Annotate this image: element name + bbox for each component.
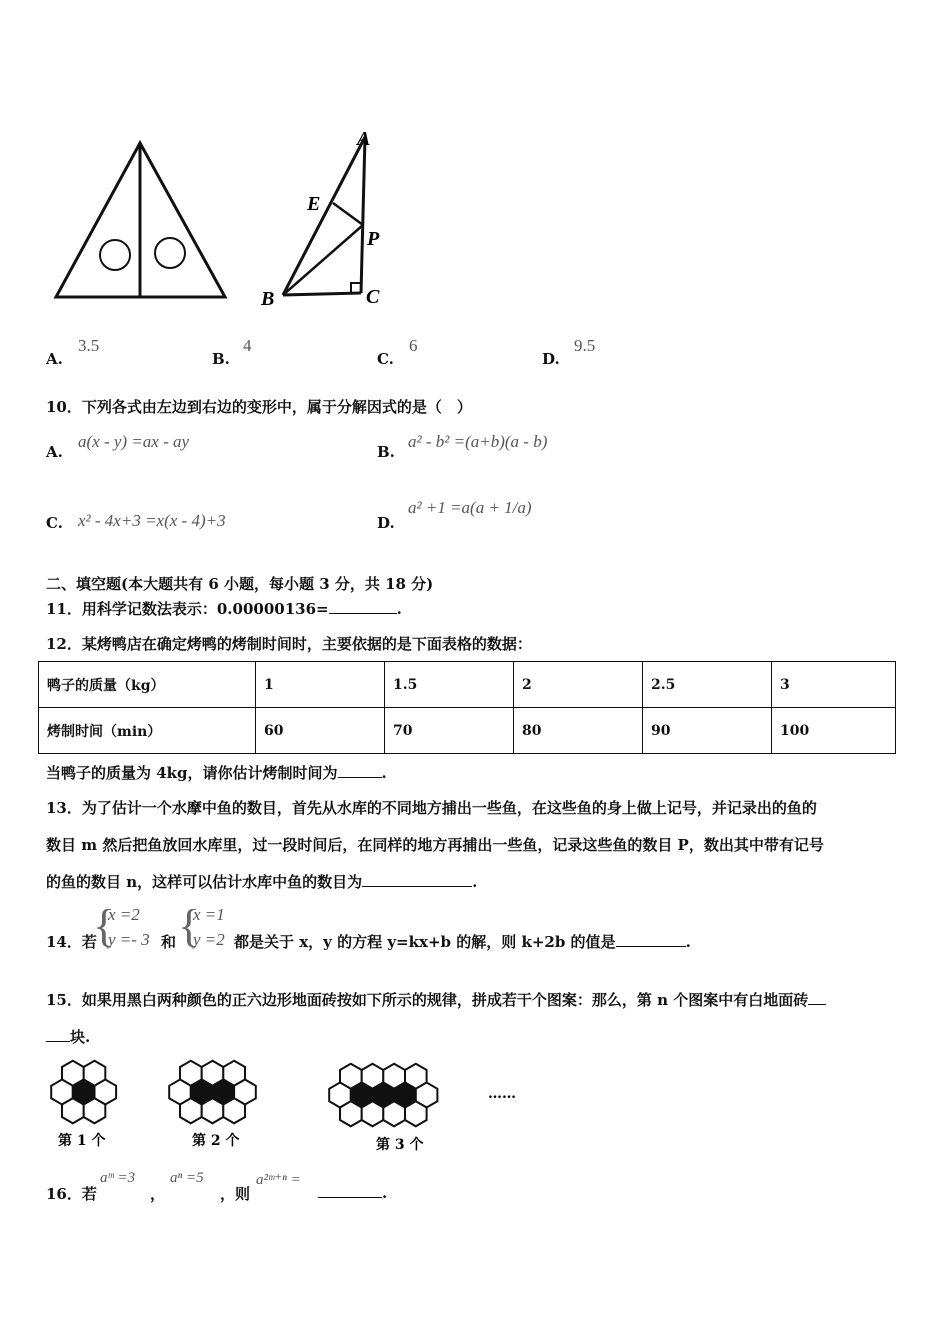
label-a: A bbox=[357, 128, 371, 150]
q15-line2-end: 块. bbox=[70, 1028, 91, 1046]
q16-expr3: a²ᵐ⁺ⁿ = bbox=[256, 1172, 301, 1188]
q15-answer-blank-a[interactable] bbox=[808, 990, 826, 1005]
q14-brace-1: { bbox=[93, 900, 116, 951]
q12-data-table bbox=[38, 661, 896, 754]
q16-answer-wrap bbox=[318, 1183, 387, 1202]
q13-line2: 数目 m 然后把鱼放回水库里，过一段时间后，在同样的地方再捕出一些鱼，记录这些鱼的数目 P，数出其中带有记号 bbox=[46, 836, 824, 854]
table-row bbox=[39, 708, 896, 754]
q10-option-a-letter: A. bbox=[46, 443, 63, 461]
q10-option-b-expr: a² - b² =(a+b)(a - b) bbox=[408, 432, 548, 451]
q10-option-c-letter: C. bbox=[46, 514, 63, 532]
label-b: B bbox=[261, 288, 275, 310]
q15-line1-wrap bbox=[46, 989, 826, 1010]
q14-sys1-eq2: y =- 3 bbox=[108, 930, 150, 949]
q15-line2-wrap bbox=[46, 1026, 90, 1047]
q10-option-a-expr: a(x - y) =ax - ay bbox=[78, 432, 190, 451]
q10-option-c-expr: x² - 4x+3 =x(x - 4)+3 bbox=[78, 511, 226, 530]
q9-figure-triangle bbox=[50, 135, 235, 305]
q12-end: . bbox=[381, 764, 387, 782]
q10-option-d-expr: a² +1 =a(a + 1/a) bbox=[408, 498, 532, 517]
q9-option-d-value: 9.5 bbox=[574, 336, 596, 355]
q9-figure-right-triangle bbox=[255, 125, 395, 315]
q16-expr2: aⁿ =5 bbox=[170, 1170, 204, 1186]
q14-text: 都是关于 x，y 的方程 y=kx+b 的解，则 k+2b 的值是 bbox=[234, 933, 616, 951]
q12-after-text: 当鸭子的质量为 4kg，请你估计烤制时间为 bbox=[46, 764, 338, 782]
table-cell: 2 bbox=[514, 662, 643, 708]
label-e: E bbox=[307, 193, 321, 215]
q9-option-d-letter: D. bbox=[542, 350, 560, 368]
white-hexagon-tile bbox=[84, 1098, 106, 1123]
q15-line1: 15．如果用黑白两种颜色的正六边形地面砖按如下所示的规律，拼成若干个图案：那么，第 n 个图案中有白地面砖 bbox=[46, 991, 809, 1009]
table-cell: 1 bbox=[256, 662, 385, 708]
q14-answer-blank[interactable] bbox=[616, 932, 686, 947]
q13-answer-blank[interactable] bbox=[362, 872, 472, 887]
q16-end: . bbox=[382, 1184, 388, 1202]
q14-sys2-eq2: y =2 bbox=[193, 930, 225, 949]
hexagon-pattern-figure bbox=[40, 1050, 540, 1165]
white-hexagon-tile bbox=[62, 1098, 84, 1123]
q11-text: 11．用科学记数法表示：0.00000136= bbox=[46, 600, 329, 618]
table-cell: 烤制时间（min） bbox=[39, 708, 256, 754]
table-cell: 90 bbox=[643, 708, 772, 754]
q9-option-c-value: 6 bbox=[409, 336, 418, 355]
white-hexagon-tile bbox=[405, 1101, 427, 1126]
table-cell: 3 bbox=[772, 662, 896, 708]
table-cell: 1.5 bbox=[385, 662, 514, 708]
table-cell: 70 bbox=[385, 708, 514, 754]
pattern-caption-2: 第 2 个 bbox=[192, 1133, 240, 1149]
white-hexagon-tile bbox=[340, 1101, 362, 1126]
q9-option-c-letter: C. bbox=[377, 350, 394, 368]
white-hexagon-tile bbox=[202, 1098, 224, 1123]
q12-stem: 12．某烤鸭店在确定烤鸭的烤制时间时，主要依据的是下面表格的数据： bbox=[46, 635, 532, 653]
q13-line1: 13．为了估计一个水摩中鱼的数目，首先从水库的不同地方捕出一些鱼，在这些鱼的身上做上记号，并记录出的鱼的 bbox=[46, 799, 817, 817]
table-cell: 2.5 bbox=[643, 662, 772, 708]
q12-answer-blank[interactable] bbox=[338, 763, 382, 778]
table-cell: 100 bbox=[772, 708, 896, 754]
label-c: C bbox=[366, 286, 380, 308]
q15-answer-blank-b[interactable] bbox=[46, 1027, 70, 1042]
white-hexagon-tile bbox=[362, 1101, 384, 1126]
pattern-ellipsis: …… bbox=[488, 1086, 516, 1102]
pattern-caption-1: 第 1 个 bbox=[58, 1133, 106, 1149]
label-p: P bbox=[367, 228, 380, 250]
table-cell: 80 bbox=[514, 708, 643, 754]
q16-answer-blank[interactable] bbox=[318, 1183, 382, 1198]
q9-option-b-value: 4 bbox=[243, 336, 252, 355]
q9-option-a-value: 3.5 bbox=[78, 336, 100, 355]
q16-mid: ，则 bbox=[220, 1185, 251, 1203]
q16-sep: ， bbox=[150, 1185, 166, 1203]
white-hexagon-tile bbox=[180, 1098, 202, 1123]
q13-end: . bbox=[472, 873, 478, 891]
q14-end: . bbox=[685, 933, 691, 951]
q11-line bbox=[46, 598, 402, 619]
section-heading: 二、填空题(本大题共有 6 小题，每小题 3 分，共 18 分) bbox=[46, 575, 434, 593]
q12-after-line bbox=[46, 762, 387, 783]
q9-option-a-letter: A. bbox=[46, 350, 63, 368]
table-cell: 60 bbox=[256, 708, 385, 754]
q9-option-b-letter: B. bbox=[212, 350, 230, 368]
white-hexagon-tile bbox=[223, 1098, 245, 1123]
q11-answer-blank[interactable] bbox=[329, 599, 397, 614]
q13-line3: 的鱼的数目 n，这样可以估计水库中鱼的数目为 bbox=[46, 873, 363, 891]
q11-end: . bbox=[396, 600, 402, 618]
q14-prefix: 14．若 bbox=[46, 933, 97, 951]
q13-line3-wrap bbox=[46, 871, 477, 892]
q16-prefix: 16．若 bbox=[46, 1185, 97, 1203]
q14-text-wrap bbox=[234, 931, 691, 952]
q14-and: 和 bbox=[161, 933, 177, 951]
q10-option-b-letter: B. bbox=[377, 443, 395, 461]
q10-stem: 10．下列各式由左边到右边的变形中，属于分解因式的是（ ） bbox=[46, 398, 472, 416]
q16-expr1: aᵐ =3 bbox=[100, 1170, 136, 1186]
q10-option-d-letter: D. bbox=[377, 514, 395, 532]
q14-brace-2: { bbox=[178, 900, 201, 951]
q14-sys1-eq1: x =2 bbox=[108, 905, 140, 924]
hexagon-tiles bbox=[51, 1061, 437, 1127]
table-row bbox=[39, 662, 896, 708]
white-hexagon-tile bbox=[383, 1101, 405, 1126]
q14-sys2-eq1: x =1 bbox=[193, 905, 225, 924]
pattern-caption-3: 第 3 个 bbox=[376, 1137, 424, 1153]
table-cell: 鸭子的质量（kg） bbox=[39, 662, 256, 708]
